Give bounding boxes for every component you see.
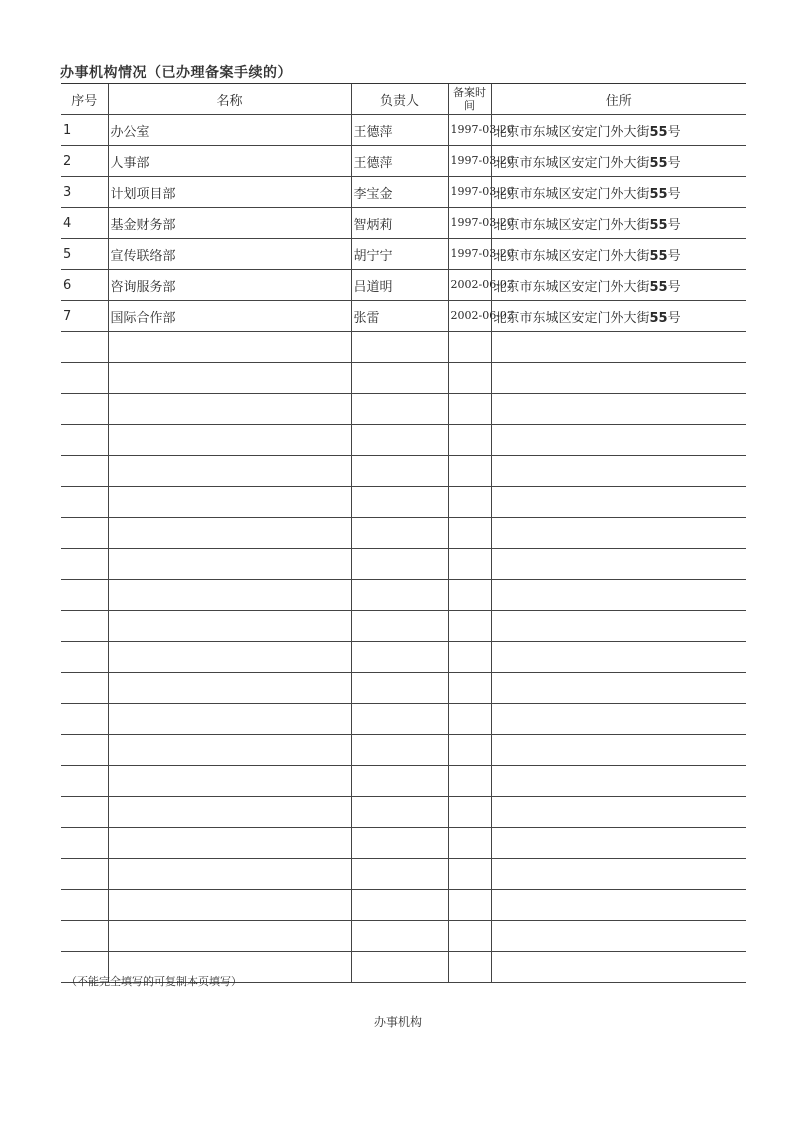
row-address-text: 北京市东城区安定门外大街 (493, 248, 650, 264)
empty-cell (108, 580, 351, 611)
empty-cell (491, 580, 746, 611)
table-row-empty (61, 394, 746, 425)
empty-cell (61, 921, 108, 952)
empty-cell (448, 549, 491, 580)
empty-cell (448, 518, 491, 549)
row-name: 办公室 (108, 115, 351, 146)
row-person: 张雷 (351, 301, 448, 332)
header-date: 备案时间 (448, 84, 491, 115)
row-person: 王德萍 (351, 146, 448, 177)
table-row-empty (61, 890, 746, 921)
empty-cell (448, 363, 491, 394)
empty-cell (351, 921, 448, 952)
empty-cell (61, 611, 108, 642)
table-row-empty (61, 704, 746, 735)
row-no: 3 (61, 177, 108, 208)
empty-cell (351, 549, 448, 580)
empty-cell (448, 704, 491, 735)
header-name: 名称 (108, 84, 351, 115)
row-address-number: 55 (649, 248, 668, 264)
empty-cell (491, 518, 746, 549)
row-date: 1997-03-20 (448, 208, 491, 239)
footer-note: （不能完全填写的可复制本页填写） (66, 975, 242, 988)
empty-cell (61, 332, 108, 363)
empty-cell (448, 797, 491, 828)
empty-cell (61, 704, 108, 735)
table-row-empty (61, 332, 746, 363)
empty-cell (491, 549, 746, 580)
row-address (491, 115, 746, 146)
row-address-text: 北京市东城区安定门外大街 (493, 310, 650, 326)
empty-cell (491, 797, 746, 828)
row-address (491, 239, 746, 270)
row-address-number: 55 (649, 186, 668, 202)
empty-cell (491, 394, 746, 425)
empty-cell (61, 642, 108, 673)
empty-cell (61, 735, 108, 766)
empty-cell (61, 673, 108, 704)
row-address-suffix: 号 (667, 186, 681, 202)
row-address-number: 55 (649, 217, 668, 233)
empty-cell (351, 363, 448, 394)
row-address-suffix: 号 (667, 217, 681, 233)
office-table (61, 83, 746, 983)
empty-cell (351, 704, 448, 735)
empty-cell (351, 487, 448, 518)
empty-cell (61, 549, 108, 580)
row-no: 5 (61, 239, 108, 270)
empty-cell (351, 332, 448, 363)
empty-cell (491, 487, 746, 518)
table-header-row (61, 84, 746, 115)
table-row-empty (61, 487, 746, 518)
row-address-number: 55 (649, 279, 668, 295)
empty-cell (448, 456, 491, 487)
empty-cell (491, 766, 746, 797)
table-row-empty (61, 828, 746, 859)
row-address-suffix: 号 (667, 124, 681, 140)
row-address-number: 55 (649, 155, 668, 171)
table-row-empty (61, 735, 746, 766)
empty-cell (491, 828, 746, 859)
table-row (61, 239, 746, 270)
empty-cell (491, 859, 746, 890)
empty-cell (491, 890, 746, 921)
row-address-suffix: 号 (667, 279, 681, 295)
empty-cell (351, 828, 448, 859)
empty-cell (108, 735, 351, 766)
empty-cell (108, 518, 351, 549)
row-address-number: 55 (649, 124, 668, 140)
empty-cell (448, 394, 491, 425)
empty-cell (61, 363, 108, 394)
empty-cell (491, 952, 746, 983)
empty-cell (61, 580, 108, 611)
empty-cell (351, 890, 448, 921)
row-no: 1 (61, 115, 108, 146)
table-row-empty (61, 549, 746, 580)
empty-cell (61, 890, 108, 921)
row-address-text: 北京市东城区安定门外大街 (493, 279, 650, 295)
empty-cell (448, 766, 491, 797)
empty-cell (108, 425, 351, 456)
empty-cell (108, 673, 351, 704)
page-footer-label: 办事机构 (373, 1015, 422, 1029)
empty-cell (351, 611, 448, 642)
row-address (491, 146, 746, 177)
empty-cell (351, 859, 448, 890)
table-row-empty (61, 673, 746, 704)
row-person: 王德萍 (351, 115, 448, 146)
table-row-empty (61, 611, 746, 642)
empty-cell (448, 580, 491, 611)
row-no: 6 (61, 270, 108, 301)
row-address-number: 55 (649, 310, 668, 326)
row-person: 胡宁宁 (351, 239, 448, 270)
row-date: 1997-03-20 (448, 115, 491, 146)
header-address: 住所 (491, 84, 746, 115)
empty-cell (351, 394, 448, 425)
row-name: 计划项目部 (108, 177, 351, 208)
header-person: 负责人 (351, 84, 448, 115)
empty-cell (448, 425, 491, 456)
empty-cell (108, 456, 351, 487)
empty-cell (108, 797, 351, 828)
empty-cell (351, 518, 448, 549)
row-no: 2 (61, 146, 108, 177)
empty-cell (351, 580, 448, 611)
table-row-empty (61, 797, 746, 828)
empty-cell (448, 735, 491, 766)
header-no: 序号 (61, 84, 108, 115)
table-row-empty (61, 425, 746, 456)
row-no: 7 (61, 301, 108, 332)
row-name: 基金财务部 (108, 208, 351, 239)
empty-cell (491, 456, 746, 487)
row-address (491, 208, 746, 239)
row-name: 人事部 (108, 146, 351, 177)
table-row-empty (61, 580, 746, 611)
empty-cell (108, 332, 351, 363)
table-row (61, 146, 746, 177)
row-date: 2002-06-03 (448, 270, 491, 301)
empty-cell (61, 394, 108, 425)
row-person: 李宝金 (351, 177, 448, 208)
empty-cell (351, 952, 448, 983)
row-name: 国际合作部 (108, 301, 351, 332)
empty-cell (108, 766, 351, 797)
empty-cell (491, 921, 746, 952)
empty-cell (351, 797, 448, 828)
row-person: 智炳莉 (351, 208, 448, 239)
table-body (61, 115, 746, 983)
empty-cell (108, 611, 351, 642)
empty-cell (448, 859, 491, 890)
empty-cell (491, 363, 746, 394)
empty-cell (351, 673, 448, 704)
row-name: 咨询服务部 (108, 270, 351, 301)
table-row-empty (61, 921, 746, 952)
table-row-empty (61, 363, 746, 394)
row-date: 2002-06-03 (448, 301, 491, 332)
empty-cell (61, 797, 108, 828)
page-title: 办事机构情况（已办理备案手续的） (60, 65, 292, 81)
table-row-empty (61, 766, 746, 797)
empty-cell (108, 394, 351, 425)
table-row (61, 270, 746, 301)
row-address (491, 177, 746, 208)
table-row-empty (61, 859, 746, 890)
empty-cell (491, 611, 746, 642)
empty-cell (448, 487, 491, 518)
row-address-text: 北京市东城区安定门外大街 (493, 186, 650, 202)
row-address (491, 270, 746, 301)
empty-cell (491, 704, 746, 735)
table-row-empty (61, 456, 746, 487)
empty-cell (448, 332, 491, 363)
row-no: 4 (61, 208, 108, 239)
row-address-text: 北京市东城区安定门外大街 (493, 155, 650, 171)
row-address (491, 301, 746, 332)
empty-cell (351, 425, 448, 456)
empty-cell (448, 611, 491, 642)
row-date: 1997-03-20 (448, 146, 491, 177)
empty-cell (108, 890, 351, 921)
empty-cell (448, 890, 491, 921)
table-row (61, 301, 746, 332)
empty-cell (61, 828, 108, 859)
empty-cell (448, 921, 491, 952)
table-row-empty (61, 642, 746, 673)
table-row (61, 208, 746, 239)
empty-cell (491, 735, 746, 766)
row-address-suffix: 号 (667, 155, 681, 171)
empty-cell (491, 425, 746, 456)
empty-cell (351, 735, 448, 766)
empty-cell (108, 549, 351, 580)
empty-cell (108, 704, 351, 735)
row-address-suffix: 号 (667, 310, 681, 326)
empty-cell (448, 952, 491, 983)
empty-cell (351, 642, 448, 673)
row-person: 吕道明 (351, 270, 448, 301)
empty-cell (351, 456, 448, 487)
empty-cell (61, 518, 108, 549)
empty-cell (448, 642, 491, 673)
row-date: 1997-03-20 (448, 177, 491, 208)
row-address-text: 北京市东城区安定门外大街 (493, 217, 650, 233)
table-row-empty (61, 518, 746, 549)
empty-cell (108, 859, 351, 890)
empty-cell (108, 363, 351, 394)
empty-cell (61, 766, 108, 797)
empty-cell (491, 673, 746, 704)
empty-cell (108, 921, 351, 952)
empty-cell (108, 642, 351, 673)
empty-cell (448, 673, 491, 704)
table-row (61, 177, 746, 208)
empty-cell (491, 642, 746, 673)
row-address-text: 北京市东城区安定门外大街 (493, 124, 650, 140)
empty-cell (61, 425, 108, 456)
empty-cell (61, 859, 108, 890)
empty-cell (108, 828, 351, 859)
empty-cell (108, 487, 351, 518)
empty-cell (448, 828, 491, 859)
table-row (61, 115, 746, 146)
row-date: 1997-03-20 (448, 239, 491, 270)
row-address-suffix: 号 (667, 248, 681, 264)
empty-cell (61, 456, 108, 487)
empty-cell (491, 332, 746, 363)
row-name: 宣传联络部 (108, 239, 351, 270)
empty-cell (61, 487, 108, 518)
empty-cell (351, 766, 448, 797)
